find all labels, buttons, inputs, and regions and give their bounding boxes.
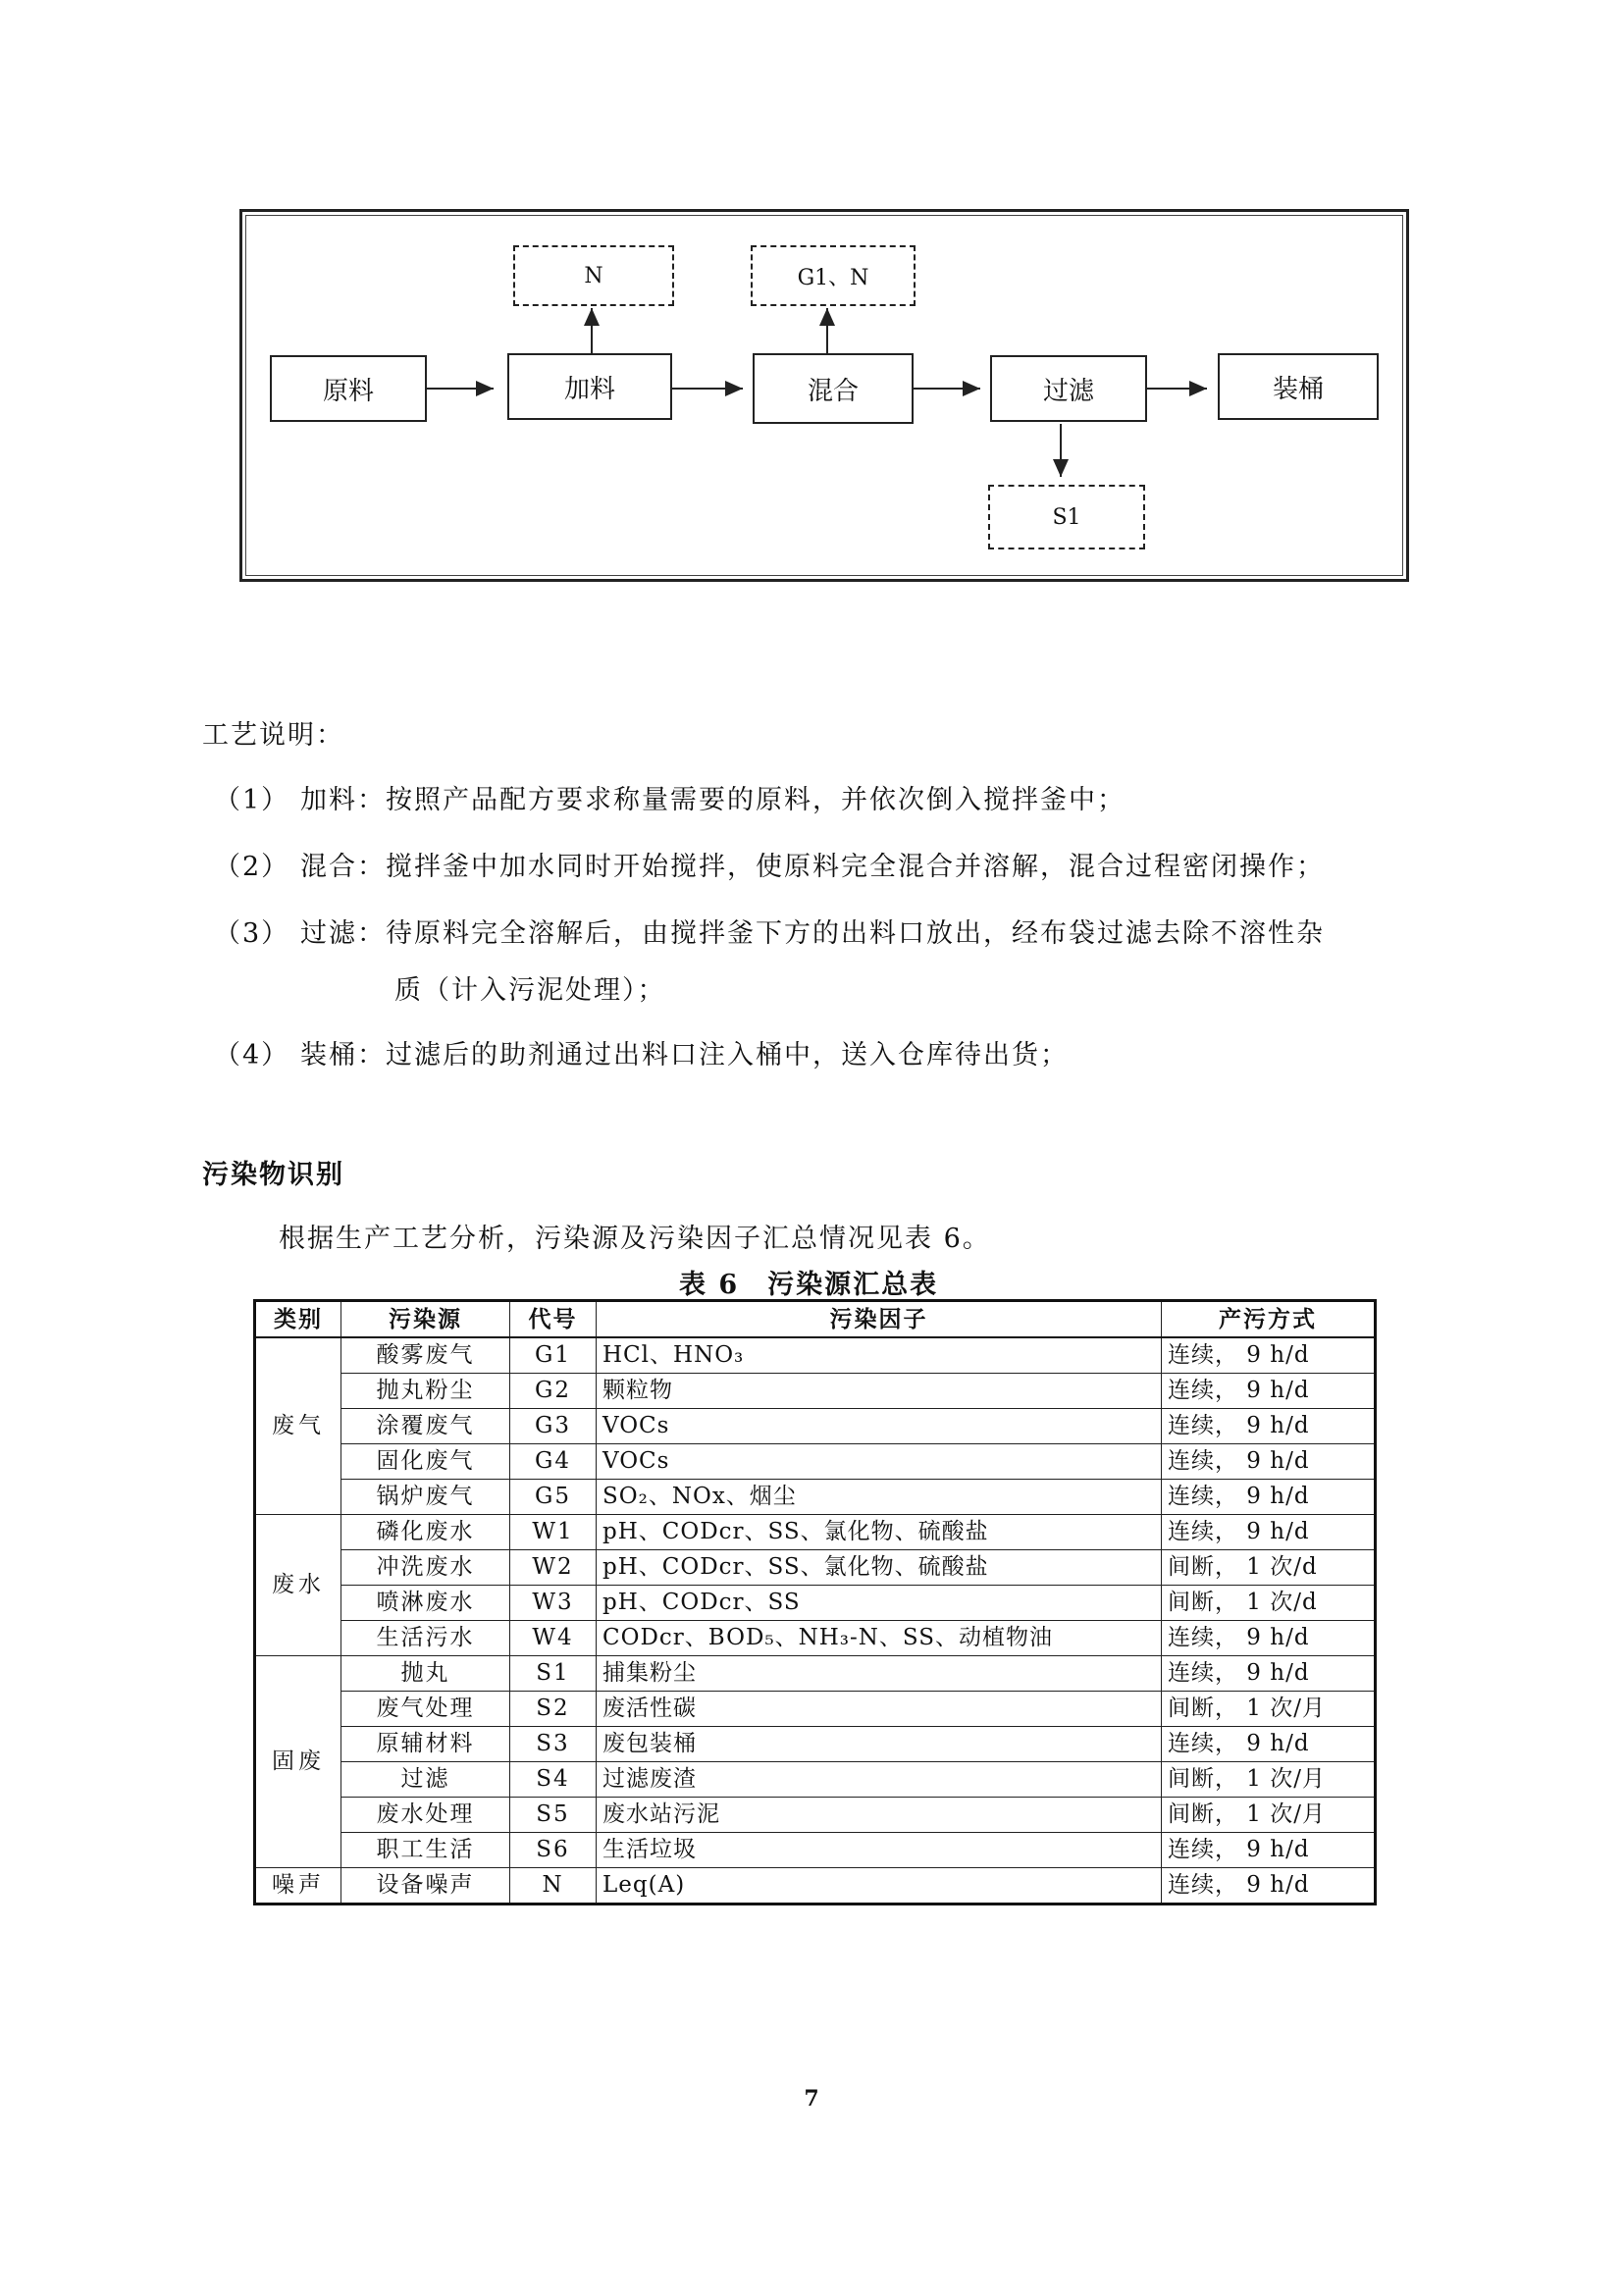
cell-code: G1 (510, 1337, 597, 1374)
step-2-text: 混合：搅拌釜中加水同时开始搅拌，使原料完全混合并溶解，混合过程密闭操作； (300, 852, 1325, 882)
cell-code: G3 (510, 1409, 597, 1444)
cell-source: 废气处理 (341, 1692, 510, 1727)
cell-source: 锅炉废气 (341, 1480, 510, 1515)
cell-mode: 连续， 9 h/d (1162, 1727, 1376, 1762)
cell-code: S5 (510, 1798, 597, 1833)
flow-output-s1: S1 (988, 485, 1145, 549)
cell-code: W1 (510, 1515, 597, 1550)
cell-factor: CODcr、BOD₅、NH₃-N、SS、动植物油 (597, 1621, 1162, 1656)
cell-mode: 间断， 1 次/月 (1162, 1798, 1376, 1833)
cell-factor: 生活垃圾 (597, 1833, 1162, 1868)
cell-factor: 废包装桶 (597, 1727, 1162, 1762)
pollution-source-table (253, 1299, 1377, 1905)
cell-factor: HCl、HNO₃ (597, 1337, 1162, 1374)
cell-source: 职工生活 (341, 1833, 510, 1868)
cell-source: 抛丸粉尘 (341, 1374, 510, 1409)
cell-code: S2 (510, 1692, 597, 1727)
cell-code: S1 (510, 1656, 597, 1692)
step-1-text: 加料：按照产品配方要求称量需要的原料，并依次倒入搅拌釜中； (300, 785, 1126, 815)
pollution-intro: 根据生产工艺分析，污染源及污染因子汇总情况见表 6。 (279, 1224, 991, 1254)
table-row (255, 1444, 1376, 1480)
table-row (255, 1409, 1376, 1444)
table-row (255, 1621, 1376, 1656)
cell-code: G2 (510, 1374, 597, 1409)
cell-mode: 间断， 1 次/d (1162, 1586, 1376, 1621)
cell-factor: 颗粒物 (597, 1374, 1162, 1409)
cell-factor: VOCs (597, 1444, 1162, 1480)
cell-mode: 连续， 9 h/d (1162, 1515, 1376, 1550)
table-header-row (255, 1301, 1376, 1338)
step-3-num: （3） (214, 918, 290, 949)
header-category: 类别 (255, 1301, 341, 1338)
cell-factor: pH、CODcr、SS (597, 1586, 1162, 1621)
cell-mode: 间断， 1 次/d (1162, 1550, 1376, 1586)
category-solid-waste: 固废 (255, 1656, 341, 1868)
cell-source: 抛丸 (341, 1656, 510, 1692)
cell-code: S4 (510, 1762, 597, 1798)
flow-node-mix: 混合 (753, 353, 914, 424)
pollution-heading: 污染物识别 (202, 1160, 344, 1190)
header-factor: 污染因子 (597, 1301, 1162, 1338)
cell-code: G4 (510, 1444, 597, 1480)
table-row (255, 1480, 1376, 1515)
cell-code: N (510, 1868, 597, 1905)
cell-code: S6 (510, 1833, 597, 1868)
cell-mode: 连续， 9 h/d (1162, 1409, 1376, 1444)
cell-source: 固化废气 (341, 1444, 510, 1480)
header-mode: 产污方式 (1162, 1301, 1376, 1338)
cell-mode: 连续， 9 h/d (1162, 1656, 1376, 1692)
step-4-text: 装桶：过滤后的助剂通过出料口注入桶中，送入仓库待出货； (300, 1040, 1069, 1070)
process-heading: 工艺说明： (202, 720, 344, 751)
cell-source: 磷化废水 (341, 1515, 510, 1550)
cell-source: 喷淋废水 (341, 1586, 510, 1621)
flow-node-raw: 原料 (270, 355, 427, 422)
step-1-num: （1） (214, 785, 290, 815)
page-number: 7 (804, 2086, 819, 2112)
cell-code: W2 (510, 1550, 597, 1586)
cell-factor: Leq(A) (597, 1868, 1162, 1905)
cell-mode: 间断， 1 次/月 (1162, 1692, 1376, 1727)
cell-source: 冲洗废水 (341, 1550, 510, 1586)
cell-code: W3 (510, 1586, 597, 1621)
cell-code: W4 (510, 1621, 597, 1656)
table-row (255, 1762, 1376, 1798)
cell-code: G5 (510, 1480, 597, 1515)
cell-source: 涂覆废气 (341, 1409, 510, 1444)
cell-factor: 捕集粉尘 (597, 1656, 1162, 1692)
category-waste-gas: 废气 (255, 1337, 341, 1515)
cell-factor: pH、CODcr、SS、氯化物、硫酸盐 (597, 1515, 1162, 1550)
table-row (255, 1586, 1376, 1621)
cell-source: 生活污水 (341, 1621, 510, 1656)
cell-factor: 废水站污泥 (597, 1798, 1162, 1833)
cell-mode: 连续， 9 h/d (1162, 1621, 1376, 1656)
cell-factor: VOCs (597, 1409, 1162, 1444)
flow-node-filter: 过滤 (990, 355, 1147, 422)
cell-mode: 连续， 9 h/d (1162, 1480, 1376, 1515)
flow-output-n: N (513, 245, 674, 306)
cell-mode: 连续， 9 h/d (1162, 1444, 1376, 1480)
cell-factor: SO₂、NOx、烟尘 (597, 1480, 1162, 1515)
step-3-text: 过滤：待原料完全溶解后，由搅拌釜下方的出料口放出，经布袋过滤去除不溶性杂 (300, 918, 1325, 949)
step-2-num: （2） (214, 852, 290, 882)
header-code: 代号 (510, 1301, 597, 1338)
cell-source: 废水处理 (341, 1798, 510, 1833)
category-waste-water: 废水 (255, 1515, 341, 1656)
cell-factor: 废活性碳 (597, 1692, 1162, 1727)
cell-mode: 连续， 9 h/d (1162, 1374, 1376, 1409)
header-source: 污染源 (341, 1301, 510, 1338)
table-row (255, 1374, 1376, 1409)
category-noise: 噪声 (255, 1868, 341, 1905)
process-flow-diagram (239, 209, 1409, 582)
cell-mode: 连续， 9 h/d (1162, 1833, 1376, 1868)
cell-source: 过滤 (341, 1762, 510, 1798)
cell-factor: 过滤废渣 (597, 1762, 1162, 1798)
flow-node-feed: 加料 (507, 353, 672, 420)
table-row (255, 1337, 1376, 1374)
table-row (255, 1727, 1376, 1762)
flow-node-barrel: 装桶 (1218, 353, 1379, 420)
cell-code: S3 (510, 1727, 597, 1762)
table-row (255, 1515, 1376, 1550)
table-row (255, 1656, 1376, 1692)
table-row (255, 1798, 1376, 1833)
table-row (255, 1868, 1376, 1905)
cell-mode: 间断， 1 次/月 (1162, 1762, 1376, 1798)
step-3-continued: 质（计入污泥处理）； (394, 975, 666, 1006)
step-4-num: （4） (214, 1040, 290, 1070)
flow-output-g1n: G1、N (751, 245, 916, 306)
table-row (255, 1550, 1376, 1586)
cell-source: 原辅材料 (341, 1727, 510, 1762)
cell-source: 设备噪声 (341, 1868, 510, 1905)
cell-source: 酸雾废气 (341, 1337, 510, 1374)
cell-factor: pH、CODcr、SS、氯化物、硫酸盐 (597, 1550, 1162, 1586)
table-title: 表 6 污染源汇总表 (679, 1270, 939, 1300)
cell-mode: 连续， 9 h/d (1162, 1337, 1376, 1374)
cell-mode: 连续， 9 h/d (1162, 1868, 1376, 1905)
table-row (255, 1833, 1376, 1868)
table-row (255, 1692, 1376, 1727)
